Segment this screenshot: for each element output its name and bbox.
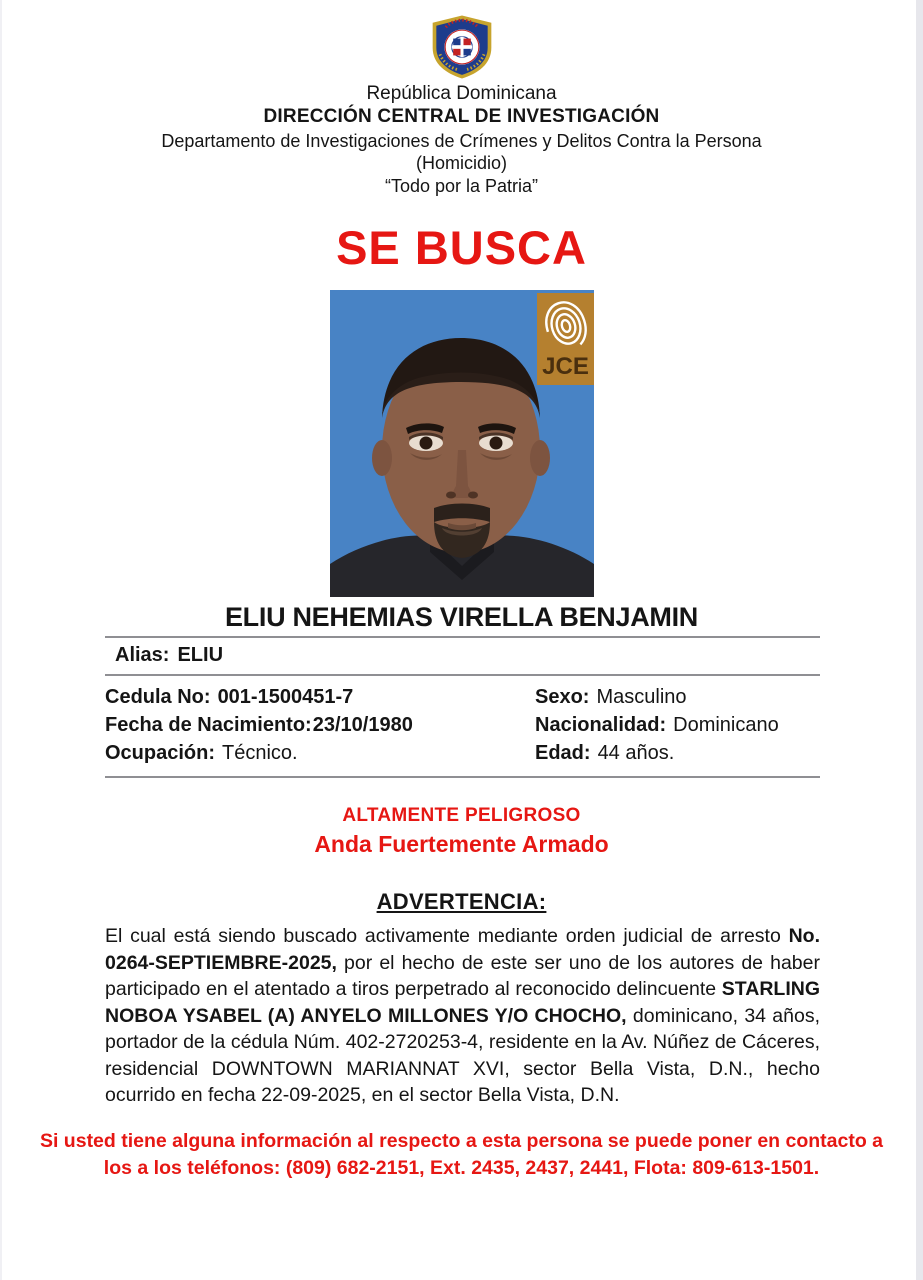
alias-value: ELIU bbox=[177, 644, 224, 666]
alias-label: Alias: bbox=[115, 644, 170, 666]
occupation-label: Ocupación: bbox=[105, 742, 216, 764]
police-badge-icon bbox=[425, 14, 499, 80]
nationality-value: Dominicano bbox=[673, 714, 779, 736]
motto: “Todo por la Patria” bbox=[384, 176, 539, 196]
alias-row bbox=[105, 638, 820, 674]
occupation-field bbox=[105, 739, 535, 767]
age-label: Edad: bbox=[535, 742, 591, 764]
page-edge-right bbox=[916, 0, 923, 1280]
subject-name: ELIU NEHEMIAS VIRELLA BENJAMIN bbox=[224, 602, 699, 632]
paragraph-segment: por el hecho de este ser uno de los autores de haber participado en el atentado a tiros perpetrado al reconocido delincuente bbox=[105, 951, 820, 1000]
nationality-label: Nacionalidad: bbox=[535, 714, 667, 736]
department-subline: (Homicidio) bbox=[415, 153, 507, 173]
subject-photo bbox=[330, 290, 594, 597]
danger-line-2: Anda Fuertemente Armado bbox=[314, 831, 609, 857]
divider bbox=[105, 776, 820, 778]
direction-title: DIRECCIÓN CENTRAL DE INVESTIGACIÓN bbox=[263, 106, 660, 127]
occupation-value: Técnico. bbox=[222, 742, 298, 764]
victim-name: STARLING NOBOA YSABEL (A) ANYELO MILLONES Y/O CHOCHO, bbox=[105, 978, 820, 1027]
paragraph-segment: dominicano, 34 años, portador de la cédula Núm. 402-2720253-4, residente en la Av. Núñez de Cáceres, residencial DOWNTOWN MARIANNAT XVI, sector Bella Vista, D.N., hecho ocurrido en fecha 22-09-2025, en el sector Bella Vista, D.N. bbox=[105, 1004, 820, 1106]
table-row bbox=[105, 739, 820, 767]
birthdate-value: 23/10/1980 bbox=[312, 714, 413, 736]
sexo-label: Sexo: bbox=[535, 686, 590, 708]
jce-fingerprint-logo bbox=[537, 293, 594, 385]
subject-portrait-illustration bbox=[330, 290, 594, 597]
department-line: Departamento de Investigaciones de Crímenes y Delitos Contra la Persona bbox=[161, 131, 762, 151]
table-row bbox=[105, 683, 820, 711]
cedula-value: 001-1500451-7 bbox=[217, 686, 354, 708]
table-row bbox=[105, 711, 820, 739]
sexo-field bbox=[535, 683, 687, 711]
cedula-field bbox=[105, 683, 535, 711]
danger-warning bbox=[0, 805, 923, 858]
svg-text:JCE: JCE bbox=[541, 353, 589, 380]
birthdate-label: Fecha de Nacimiento: bbox=[105, 714, 312, 736]
danger-line-1: ALTAMENTE PELIGROSO bbox=[342, 805, 581, 826]
birthdate-field bbox=[105, 711, 535, 739]
age-field bbox=[535, 739, 674, 767]
warrant-number: No. 0264-SEPTIEMBRE-2025, bbox=[105, 925, 820, 974]
page-edge-left bbox=[0, 0, 2, 1280]
sexo-value: Masculino bbox=[596, 686, 687, 708]
poster-header bbox=[0, 14, 923, 197]
advertencia-heading: ADVERTENCIA: bbox=[376, 889, 547, 914]
cedula-label: Cedula No: bbox=[105, 686, 211, 708]
wanted-title: SE BUSCA bbox=[336, 221, 587, 274]
subject-details-table bbox=[105, 676, 820, 776]
details-section bbox=[0, 636, 923, 778]
age-value: 44 años. bbox=[597, 742, 675, 764]
nationality-field bbox=[535, 711, 779, 739]
country-name: República Dominicana bbox=[366, 83, 557, 104]
paragraph-segment: El cual está siendo buscado activamente mediante orden judicial de arresto bbox=[105, 925, 789, 947]
advertencia-paragraph bbox=[105, 923, 820, 1109]
contact-info: Si usted tiene alguna información al respecto a esta persona se puede poner en contacto a los a los teléfonos: (809) 682-2151, Ext. 2435, 2437, 2441, Flota: 809-613-1501. bbox=[39, 1130, 884, 1179]
